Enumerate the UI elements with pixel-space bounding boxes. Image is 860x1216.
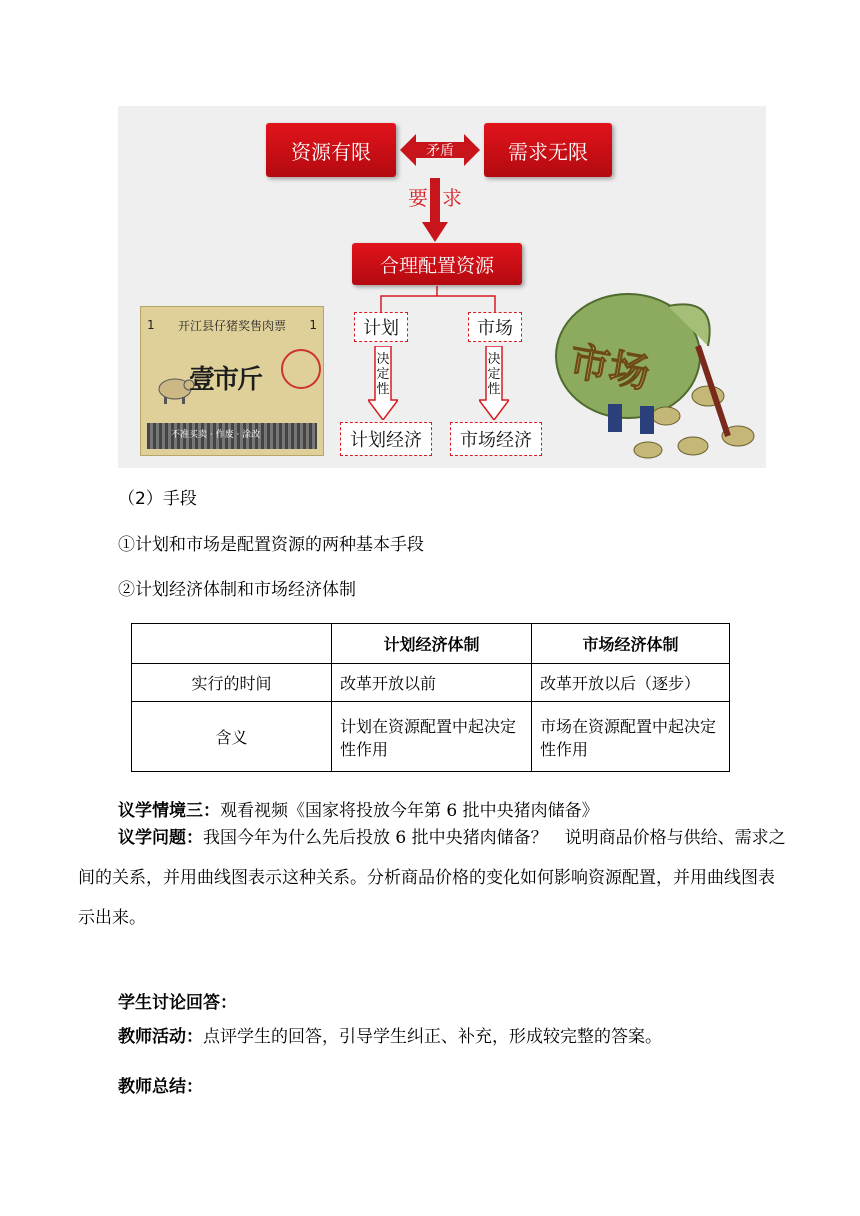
teacher-summary-label: 教师总结： xyxy=(118,1077,203,1097)
ticket-title: 开江县仔猪奖售肉票 xyxy=(177,318,286,333)
table-header-cell: 市场经济体制 xyxy=(532,624,730,664)
point-2: ②计划经济体制和市场经济体制 xyxy=(118,580,356,600)
ticket-number-right: 1 xyxy=(309,318,317,332)
market-decisive-text: 决定性 xyxy=(487,352,501,397)
plan-box: 计划 xyxy=(354,312,408,342)
ticket-number-left: 1 xyxy=(147,318,155,332)
meat-ration-ticket xyxy=(140,306,324,456)
plan-decisive-text: 决定性 xyxy=(376,352,390,397)
scenario-label: 议学情境三： xyxy=(118,801,220,821)
requirement-char-2: 求 xyxy=(442,186,462,210)
scenario-text: 观看视频《国家将投放今年第 6 批中央猪肉储备》 xyxy=(220,801,599,821)
question-text: 我国今年为什么先后投放 6 批中央猪肉储备？ 说明商品价格与供给、需求之间的关系，并用曲线图表示这种关系。分析商品价格的变化如何影响资源配置，并用曲线图表示出来。 xyxy=(78,828,786,928)
table-row xyxy=(132,702,730,772)
table-cell: 实行的时间 xyxy=(132,664,332,702)
table-row xyxy=(132,664,730,702)
table-header-cell xyxy=(132,624,332,664)
table-cell: 市场在资源配置中起决定性作用 xyxy=(532,702,730,772)
table-header-cell: 计划经济体制 xyxy=(332,624,532,664)
table-cell: 改革开放以前 xyxy=(332,664,532,702)
activity-text: 点评学生的回答，引导学生纠正、补充，形成较完整的答案。 xyxy=(203,1027,662,1047)
market-box: 市场 xyxy=(468,312,522,342)
limited-resources-box: 资源有限 xyxy=(266,123,396,177)
discussion-label: 学生讨论回答： xyxy=(118,993,237,1013)
table-cell: 改革开放以后（逐步） xyxy=(532,664,730,702)
table-header-row xyxy=(132,624,730,664)
conflict-label: 矛盾 xyxy=(426,143,454,159)
planned-economy-box: 计划经济 xyxy=(340,422,432,456)
market-word-art: 市场 xyxy=(566,338,653,398)
ticket-footer: 不准买卖 · 作废 · 涂改 xyxy=(171,430,261,440)
teacher-activity-paragraph xyxy=(118,1022,662,1047)
section-heading-means: （2）手段 xyxy=(118,489,197,509)
unlimited-demand-box: 需求无限 xyxy=(484,123,612,177)
ticket-amount: 壹市斤 xyxy=(189,365,262,395)
question-paragraph xyxy=(78,818,788,938)
resource-allocation-figure xyxy=(118,106,766,468)
table-cell: 计划在资源配置中起决定性作用 xyxy=(332,702,532,772)
market-economy-box: 市场经济 xyxy=(450,422,542,456)
requirement-char-1: 要 xyxy=(408,186,428,210)
question-label: 议学问题： xyxy=(118,828,203,848)
table-cell: 含义 xyxy=(132,702,332,772)
ticket-stamp xyxy=(281,349,321,389)
ticket-header xyxy=(147,313,317,337)
point-1: ①计划和市场是配置资源的两种基本手段 xyxy=(118,535,424,555)
economic-system-comparison-table xyxy=(131,623,730,772)
activity-label: 教师活动： xyxy=(118,1027,203,1047)
rational-allocation-box: 合理配置资源 xyxy=(352,243,522,285)
